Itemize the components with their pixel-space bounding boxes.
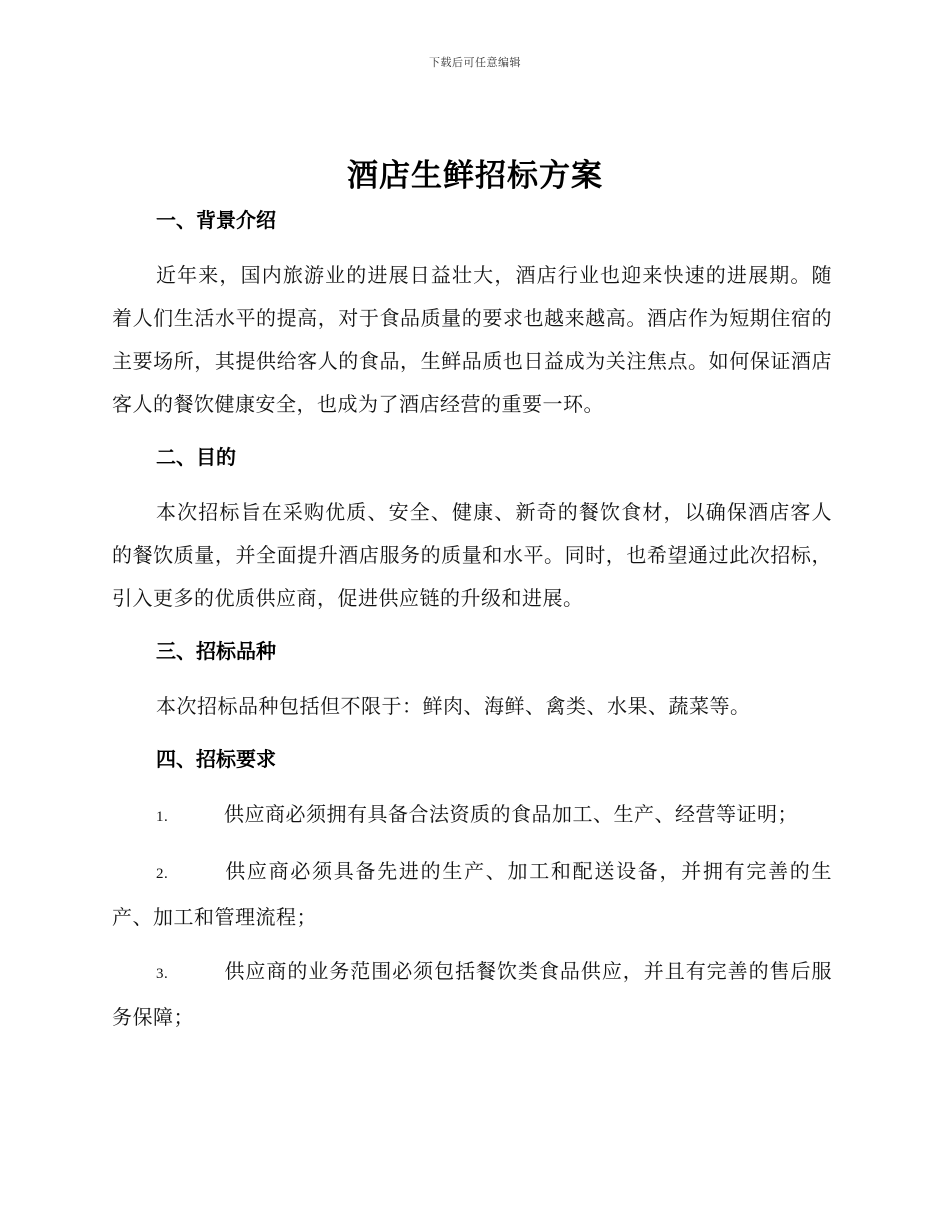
document-title: 酒店生鲜招标方案 (347, 158, 603, 194)
section-paragraph-background: 近年来，国内旅游业的进展日益壮大，酒店行业也迎来快速的进展期。随着人们生活水平的提高，对于食品质量的要求也越来越高。酒店作为短期住宿的主要场所，其提供给客人的食品，生鲜品质也日益成为关注焦点。如何保证酒店客人的餐饮健康安全，也成为了酒店经营的重要一环。 (112, 263, 832, 416)
header-note: 下载后可任意编辑 (429, 56, 521, 69)
list-item-text: 供应商必须具备先进的生产、加工和配送设备，并拥有完善的生产、加工和管理流程； (112, 859, 832, 929)
list-item-number: 1. (156, 809, 169, 825)
list-item (112, 793, 832, 839)
section-paragraph-purpose: 本次招标旨在采购优质、安全、健康、新奇的餐饮食材，以确保酒店客人的餐饮质量，并全面提升酒店服务的质量和水平。同时，也希望通过此次招标，引入更多的优质供应商，促进供应链的升级和进展。 (112, 500, 832, 610)
list-item-number: 2. (156, 866, 169, 882)
section-heading-purpose: 二、目的 (156, 445, 236, 469)
list-item (112, 950, 832, 1039)
section-heading-background: 一、背景介绍 (156, 208, 276, 232)
list-item (112, 850, 832, 939)
list-item-text: 供应商的业务范围必须包括餐饮类食品供应，并且有完善的售后服务保障； (112, 959, 832, 1029)
section-heading-varieties: 三、招标品种 (156, 639, 276, 663)
list-item-number: 3. (156, 966, 169, 982)
section-paragraph-varieties: 本次招标品种包括但不限于：鲜肉、海鲜、禽类、水果、蔬菜等。 (156, 694, 751, 718)
document-body (112, 200, 832, 1039)
section-heading-requirements: 四、招标要求 (156, 747, 276, 771)
list-item-text: 供应商必须拥有具备合法资质的食品加工、生产、经营等证明； (224, 802, 798, 826)
